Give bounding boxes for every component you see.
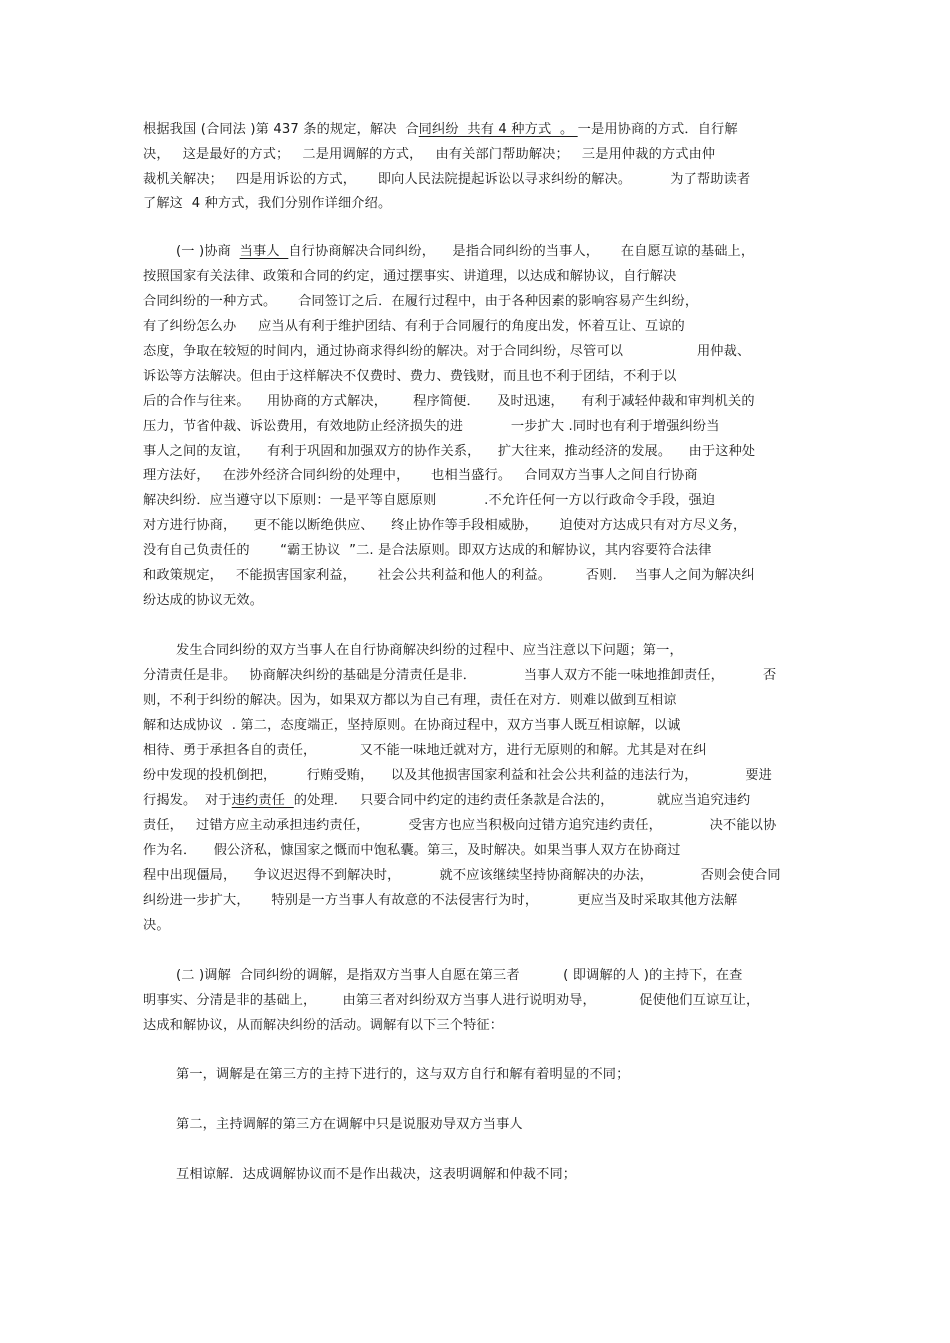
text-line: 决。 — [143, 918, 170, 933]
text-line: 诉讼等方法解决。但由于这样解决不仅费时、费力、费钱财，而且也不利于团结，不利于以 — [143, 369, 677, 384]
text-line: 则，不利于纠纷的解决。因为，如果双方都以为自己有理，责任在对方．则难以做到互相谅 — [143, 693, 677, 708]
text-line: 第一，调解是在第三方的主持下进行的，这与双方自行和解有着明显的不同； — [176, 1067, 630, 1082]
text-line: 第二，主持调解的第三方在调解中只是说服劝导双方当事人 — [176, 1117, 523, 1132]
text-line: 纷达成的协议无效。 — [143, 593, 264, 608]
text-line: 分清责任是非。 协商解决纠纷的基础是分清责任是非． 当事人双方不能一味地推卸责任， 否 — [143, 668, 777, 683]
text-line: 发生合同纠纷的双方当事人在自行协商解决纠纷的过程中、应当注意以下问题；第一， — [176, 643, 683, 658]
text-line: 按照国家有关法律、政策和合同的约定，通过摆事实、讲道理，以达成和解协议，自行解决 — [143, 269, 677, 284]
text-line: 行揭发。 对于违约责任 的处理． 只要合同中约定的违约责任条款是合法的， 就应当追究违约 — [143, 793, 751, 808]
text-line: 根据我国 (合同法 )第 437 条的规定，解决 合同纠纷 共有 4 种方式 。 一是用协商的方式．自行解 — [143, 122, 738, 137]
text-line: (一 )协商 当事人 自行协商解决合同纠纷， 是指合同纠纷的当事人， 在自愿互谅的基础上， — [176, 244, 755, 259]
text-line: 达成和解协议，从而解决纠纷的活动。调解有以下三个特征： — [143, 1018, 504, 1033]
underlined-term: 同纠纷 共 — [418, 122, 481, 137]
text-line: 纷中发现的投机倒把， 行贿受贿， 以及其他损害国家利益和社会公共利益的违法行为， 要进 — [143, 768, 773, 783]
underlined-term: 当事人 — [239, 244, 289, 259]
text-line: 纠纷进一步扩大， 特别是一方当事人有故意的不法侵害行为时， 更应当及时采取其他方法解 — [143, 893, 738, 908]
text-line: 解和达成协议 . 第二，态度端正，坚持原则。在协商过程中，双方当事人既互相谅解，以诚 — [143, 718, 681, 733]
text-line: 事人之间的友谊， 有利于巩固和加强双方的协作关系， 扩大往来，推动经济的发展。 由于这种处 — [143, 444, 756, 459]
text-line: 对方进行协商， 更不能以断绝供应、 终止协作等手段相威胁， 迫使对方达成只有对方尽义务， — [143, 518, 747, 533]
text-line: 合同纠纷的一种方式。 合同签订之后．在履行过程中，由于各种因素的影响容易产生纠纷， — [143, 294, 699, 309]
underlined-term: 有 4 种方式 。 — [480, 122, 578, 137]
underlined-term: 违约责任 — [231, 793, 294, 808]
text-line: 作为名． 假公济私，慷国家之慨而中饱私囊。第三，及时解决。如果当事人双方在协商过 — [143, 843, 681, 858]
text-line: 解决纠纷．应当遵守以下原则：一是平等自愿原则 .不允许任何一方以行政命令手段，强迫 — [143, 493, 716, 508]
text-line: 理方法好， 在涉外经济合同纠纷的处理中， 也相当盛行。 合同双方当事人之间自行协商 — [143, 468, 698, 483]
text-line: 决， 这是最好的方式； 二是用调解的方式， 由有关部门帮助解决； 三是用仲裁的方式由仲 — [143, 147, 716, 162]
text-line: 裁机关解决； 四是用诉讼的方式， 即向人民法院提起诉讼以寻求纠纷的解决。 为了帮助读者 — [143, 172, 751, 187]
text-line: 互相谅解．达成调解协议而不是作出裁决，这表明调解和仲裁不同； — [176, 1167, 577, 1182]
text-line: 后的合作与往来。 用协商的方式解决， 程序简便． 及时迅速， 有利于减轻仲裁和审判机关的 — [143, 394, 755, 409]
text-line: 态度，争取在较短的时间内，通过协商求得纠纷的解决。对于合同纠纷，尽管可以 用仲裁、 — [143, 344, 751, 359]
text-line: 程中出现僵局， 争议迟迟得不到解决时， 就不应该继续坚持协商解决的办法， 否则会使合同 — [143, 868, 781, 883]
text-line: 压力，节省仲裁、诉讼费用，有效地防止经济损失的进 一步扩大 .同时也有利于增强纠纷当 — [143, 419, 720, 434]
text-line: (二 )调解 合同纠纷的调解，是指双方当事人自愿在第三者 ( 即调解的人 )的主持下，在查 — [176, 968, 743, 983]
text-line: 和政策规定， 不能损害国家利益， 社会公共利益和他人的利益。 否则． 当事人之间为解决纠 — [143, 568, 755, 583]
text-line: 责任， 过错方应主动承担违约责任， 受害方也应当积极向过错方追究违约责任， 决不能以协 — [143, 818, 777, 833]
text-line: 有了纠纷怎么办 应当从有利于维护团结、有利于合同履行的角度出发，怀着互让、互谅的 — [143, 319, 685, 334]
text-line: 了解这 4 种方式，我们分别作详细介绍。 — [143, 196, 392, 211]
text-line: 相待、勇于承担各自的责任， 又不能一味地迁就对方，进行无原则的和解。尤其是对在纠 — [143, 743, 707, 758]
text-line: 明事实、分清是非的基础上， 由第三者对纠纷双方当事人进行说明劝导， 促使他们互谅互让， — [143, 993, 760, 1008]
text-line: 没有自己负责任的 “霸王协议 ”二. 是合法原则。即双方达成的和解协议，其内容要符合法律 — [143, 543, 712, 558]
